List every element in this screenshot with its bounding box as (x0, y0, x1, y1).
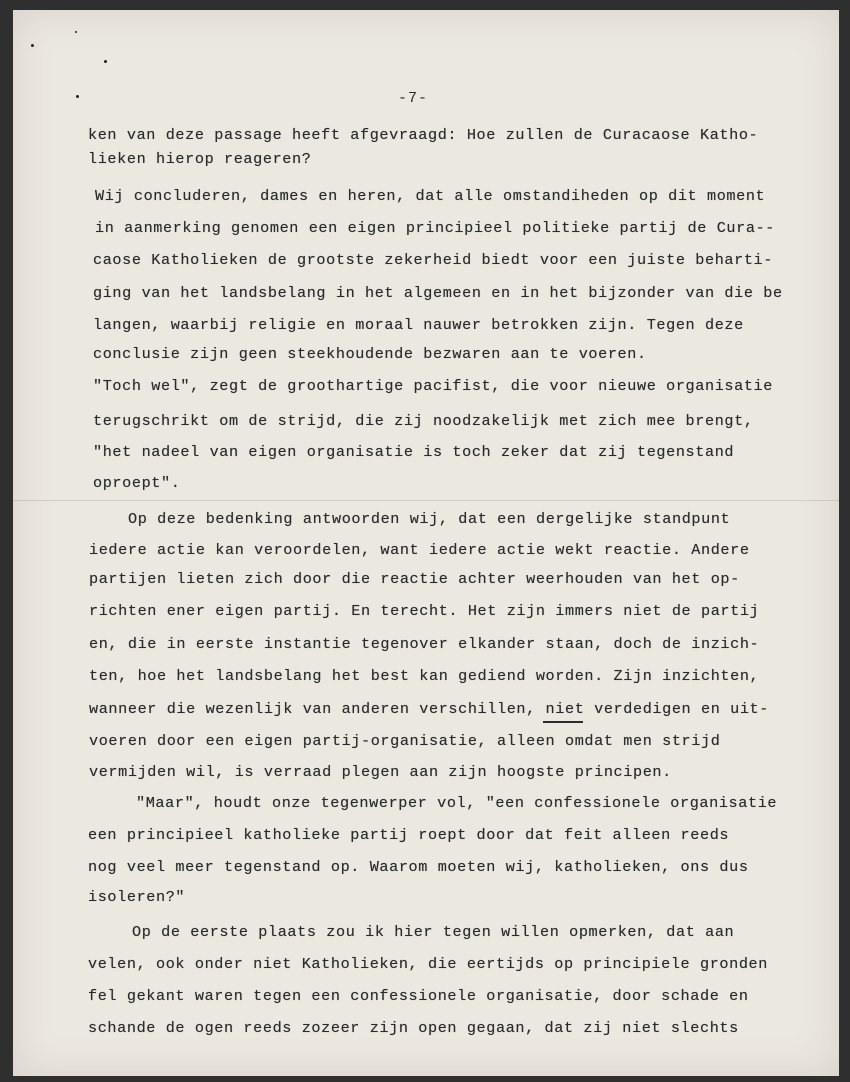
text-line: een principieel katholieke partij roept door dat feit alleen reeds (88, 826, 730, 844)
paper-speck (76, 95, 79, 98)
text-line: partijen lieten zich door die reactie achter weerhouden van het op- (89, 570, 740, 588)
page-number: -7- (398, 90, 429, 107)
text-line: schande de ogen reeds zozeer zijn open gegaan, dat zij niet slechts (88, 1019, 739, 1037)
text-line: wanneer die wezenlijk van anderen verschillen, niet verdedigen en uit- (89, 700, 769, 718)
text-line: oproept". (93, 474, 181, 492)
text-line: nog veel meer tegenstand op. Waarom moeten wij, katholieken, ons dus (88, 858, 749, 876)
text-line: iedere actie kan veroordelen, want iedere actie wekt reactie. Andere (89, 541, 750, 559)
paper-speck (31, 44, 34, 47)
paper-fold (13, 500, 839, 501)
text-line: isoleren?" (88, 888, 186, 906)
text-line: lieken hierop reageren? (88, 150, 312, 168)
text-line: terugschrikt om de strijd, die zij noodzakelijk met zich mee brengt, (93, 412, 754, 430)
text-line: caose Katholieken de grootste zekerheid biedt voor een juiste beharti- (93, 251, 773, 269)
text-line: Op deze bedenking antwoorden wij, dat een dergelijke standpunt (128, 510, 731, 528)
text-line: ging van het landsbelang in het algemeen en in het bijzonder van die be (93, 284, 783, 302)
text-line: Wij concluderen, dames en heren, dat alle omstandiheden op dit moment (95, 187, 766, 205)
text-line: ken van deze passage heeft afgevraagd: Hoe zullen de Curacaose Katho- (88, 126, 759, 144)
text-line: in aanmerking genomen een eigen principieel politieke partij de Cura-- (95, 219, 775, 237)
text-line: ten, hoe het landsbelang het best kan gediend worden. Zijn inzichten, (89, 667, 760, 685)
text-line: langen, waarbij religie en moraal nauwer betrokken zijn. Tegen deze (93, 316, 744, 334)
text-line: Op de eerste plaats zou ik hier tegen willen opmerken, dat aan (132, 923, 735, 941)
text-line: "het nadeel van eigen organisatie is toch zeker dat zij tegenstand (93, 443, 735, 461)
text-line: vermijden wil, is verraad plegen aan zijn hoogste principen. (89, 763, 672, 781)
text-line: "Toch wel", zegt de groothartige pacifist, die voor nieuwe organisatie (93, 377, 773, 395)
text-line: voeren door een eigen partij-organisatie, alleen omdat men strijd (89, 732, 721, 750)
text-line: "Maar", houdt onze tegenwerper vol, "een confessionele organisatie (136, 794, 778, 812)
text-line: fel gekant waren tegen een confessionele organisatie, door schade en (88, 987, 749, 1005)
text-line: en, die in eerste instantie tegenover elkander staan, doch de inzich- (89, 635, 760, 653)
paper-speck (75, 31, 77, 33)
underline-niet (543, 721, 583, 723)
paper-speck (104, 60, 107, 63)
text-line: richten ener eigen partij. En terecht. Het zijn immers niet de partij (89, 602, 760, 620)
text-line: velen, ook onder niet Katholieken, die eertijds op principiele gronden (88, 955, 768, 973)
text-line: conclusie zijn geen steekhoudende bezwaren aan te voeren. (93, 345, 647, 363)
